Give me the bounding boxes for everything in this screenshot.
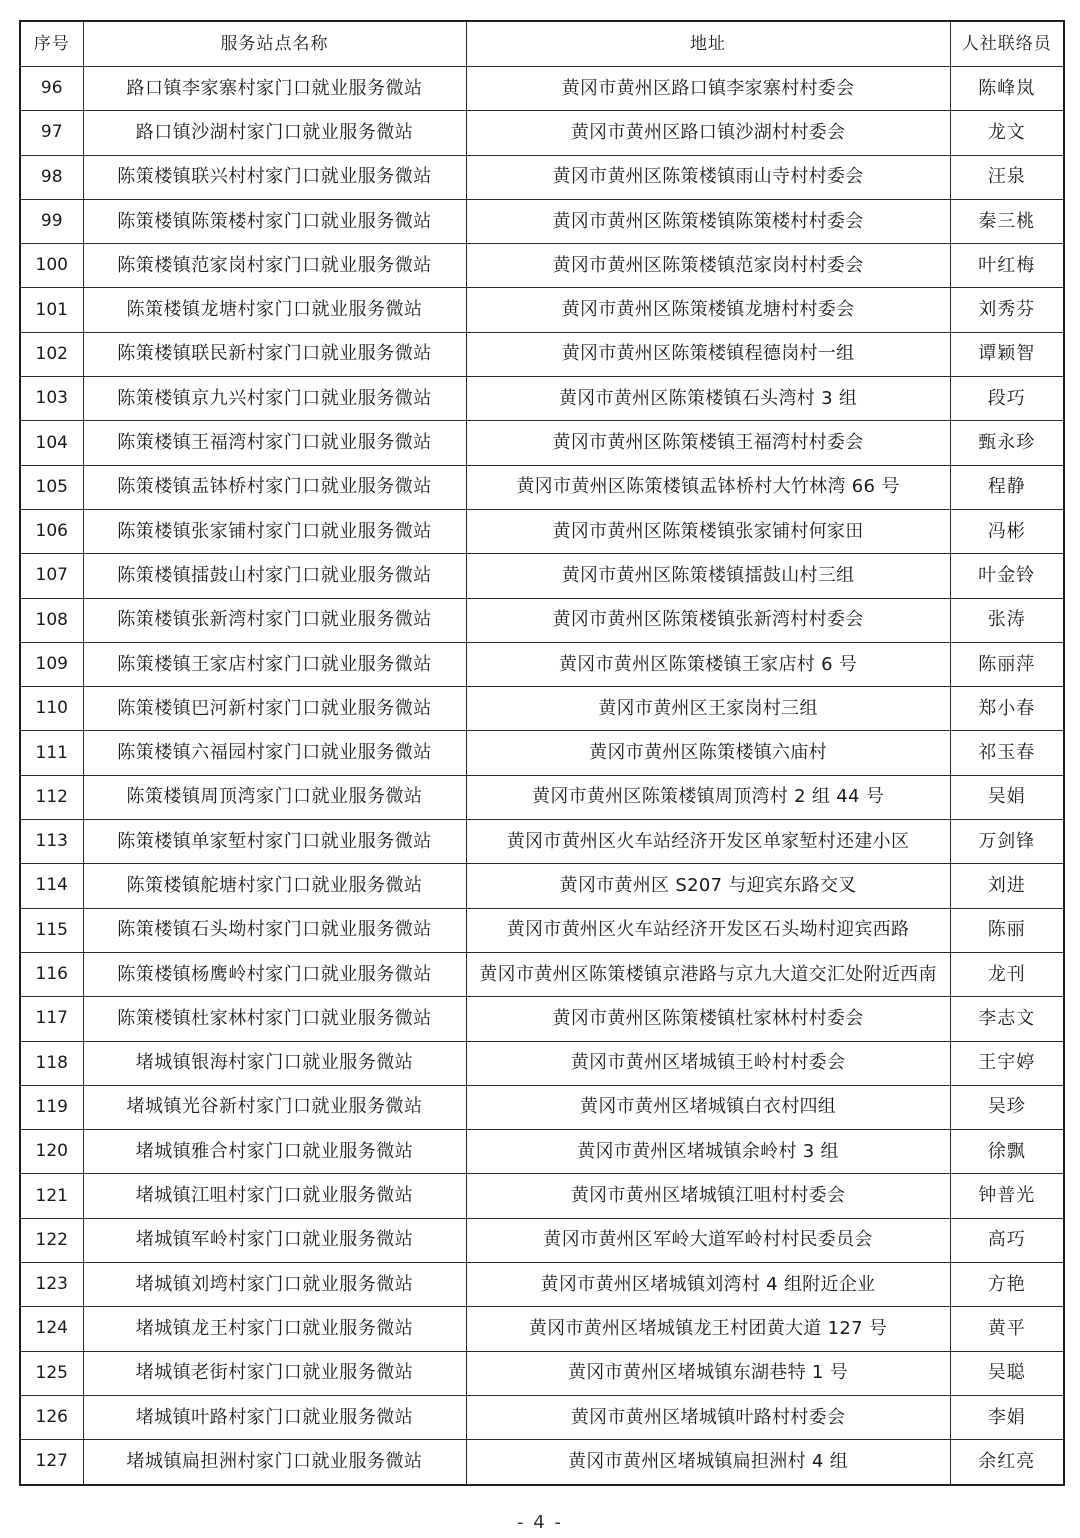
contact-person-cell: 祁玉春	[950, 731, 1064, 775]
station-name-cell: 堵城镇刘塆村家门口就业服务微站	[83, 1263, 466, 1307]
serial-number-cell: 98	[20, 155, 83, 199]
serial-number-cell: 109	[20, 642, 83, 686]
table-row	[20, 1440, 1064, 1485]
station-name-cell: 陈策楼镇陈策楼村家门口就业服务微站	[83, 199, 466, 243]
address-cell: 黄冈市黄州区陈策楼镇王福湾村村委会	[466, 421, 950, 465]
station-name-cell: 堵城镇雅合村家门口就业服务微站	[83, 1130, 466, 1174]
table-row	[20, 687, 1064, 731]
table-row	[20, 642, 1064, 686]
contact-person-cell: 高巧	[950, 1218, 1064, 1262]
header-station-name: 服务站点名称	[83, 21, 466, 67]
serial-number-cell: 106	[20, 509, 83, 553]
contact-person-cell: 李娟	[950, 1395, 1064, 1439]
serial-number-cell: 99	[20, 199, 83, 243]
address-cell: 黄冈市黄州区陈策楼镇石头湾村 3 组	[466, 377, 950, 421]
serial-number-cell: 110	[20, 687, 83, 731]
table-row	[20, 820, 1064, 864]
contact-person-cell: 秦三桃	[950, 199, 1064, 243]
address-cell: 黄冈市黄州区堵城镇龙王村团黄大道 127 号	[466, 1307, 950, 1351]
contact-person-cell: 钟普光	[950, 1174, 1064, 1218]
table-row	[20, 952, 1064, 996]
table-row	[20, 1174, 1064, 1218]
contact-person-cell: 吴娟	[950, 775, 1064, 819]
table-row	[20, 1263, 1064, 1307]
table-row	[20, 1307, 1064, 1351]
station-name-cell: 陈策楼镇张家铺村家门口就业服务微站	[83, 509, 466, 553]
contact-person-cell: 张涛	[950, 598, 1064, 642]
contact-person-cell: 谭颖智	[950, 332, 1064, 376]
address-cell: 黄冈市黄州区火车站经济开发区单家堑村还建小区	[466, 820, 950, 864]
address-cell: 黄冈市黄州区陈策楼镇程德岗村一组	[466, 332, 950, 376]
station-name-cell: 堵城镇叶路村家门口就业服务微站	[83, 1395, 466, 1439]
serial-number-cell: 104	[20, 421, 83, 465]
serial-number-cell: 100	[20, 244, 83, 288]
address-cell: 黄冈市黄州区堵城镇东湖巷特 1 号	[466, 1351, 950, 1395]
header-address: 地址	[466, 21, 950, 67]
address-cell: 黄冈市黄州区军岭大道军岭村村民委员会	[466, 1218, 950, 1262]
serial-number-cell: 116	[20, 952, 83, 996]
address-cell: 黄冈市黄州区陈策楼镇杜家林村村委会	[466, 997, 950, 1041]
serial-number-cell: 105	[20, 465, 83, 509]
address-cell: 黄冈市黄州区陈策楼镇王家店村 6 号	[466, 642, 950, 686]
address-cell: 黄冈市黄州区堵城镇刘湾村 4 组附近企业	[466, 1263, 950, 1307]
contact-person-cell: 徐飘	[950, 1130, 1064, 1174]
address-cell: 黄冈市黄州区陈策楼镇盂钵桥村大竹林湾 66 号	[466, 465, 950, 509]
station-name-cell: 陈策楼镇联兴村村家门口就业服务微站	[83, 155, 466, 199]
station-name-cell: 堵城镇光谷新村家门口就业服务微站	[83, 1085, 466, 1129]
table-row	[20, 1395, 1064, 1439]
contact-person-cell: 吴珍	[950, 1085, 1064, 1129]
address-cell: 黄冈市黄州区陈策楼镇周顶湾村 2 组 44 号	[466, 775, 950, 819]
station-name-cell: 陈策楼镇舵塘村家门口就业服务微站	[83, 864, 466, 908]
serial-number-cell: 111	[20, 731, 83, 775]
station-name-cell: 陈策楼镇龙塘村家门口就业服务微站	[83, 288, 466, 332]
station-name-cell: 陈策楼镇周顶湾家门口就业服务微站	[83, 775, 466, 819]
contact-person-cell: 叶金铃	[950, 554, 1064, 598]
header-row	[20, 21, 1064, 67]
station-name-cell: 陈策楼镇巴河新村家门口就业服务微站	[83, 687, 466, 731]
serial-number-cell: 112	[20, 775, 83, 819]
table-row	[20, 1041, 1064, 1085]
station-name-cell: 陈策楼镇杨鹰岭村家门口就业服务微站	[83, 952, 466, 996]
table-row	[20, 1085, 1064, 1129]
stations-table	[19, 20, 1065, 1486]
station-name-cell: 堵城镇军岭村家门口就业服务微站	[83, 1218, 466, 1262]
serial-number-cell: 127	[20, 1440, 83, 1485]
table-header	[20, 21, 1064, 67]
address-cell: 黄冈市黄州区陈策楼镇擂鼓山村三组	[466, 554, 950, 598]
address-cell: 黄冈市黄州区堵城镇白衣村四组	[466, 1085, 950, 1129]
address-cell: 黄冈市黄州区陈策楼镇雨山寺村村委会	[466, 155, 950, 199]
contact-person-cell: 程静	[950, 465, 1064, 509]
station-name-cell: 陈策楼镇张新湾村家门口就业服务微站	[83, 598, 466, 642]
station-name-cell: 堵城镇扁担洲村家门口就业服务微站	[83, 1440, 466, 1485]
table-row	[20, 288, 1064, 332]
serial-number-cell: 117	[20, 997, 83, 1041]
serial-number-cell: 103	[20, 377, 83, 421]
station-name-cell: 陈策楼镇杜家林村家门口就业服务微站	[83, 997, 466, 1041]
table-row	[20, 598, 1064, 642]
table-row	[20, 377, 1064, 421]
address-cell: 黄冈市黄州区陈策楼镇龙塘村村委会	[466, 288, 950, 332]
address-cell: 黄冈市黄州区堵城镇余岭村 3 组	[466, 1130, 950, 1174]
contact-person-cell: 段巧	[950, 377, 1064, 421]
contact-person-cell: 余红亮	[950, 1440, 1064, 1485]
contact-person-cell: 冯彬	[950, 509, 1064, 553]
serial-number-cell: 125	[20, 1351, 83, 1395]
contact-person-cell: 龙文	[950, 111, 1064, 155]
station-name-cell: 陈策楼镇京九兴村家门口就业服务微站	[83, 377, 466, 421]
address-cell: 黄冈市黄州区陈策楼镇陈策楼村村委会	[466, 199, 950, 243]
contact-person-cell: 李志文	[950, 997, 1064, 1041]
table-row	[20, 67, 1064, 111]
serial-number-cell: 114	[20, 864, 83, 908]
table-row	[20, 332, 1064, 376]
table-row	[20, 1351, 1064, 1395]
serial-number-cell: 107	[20, 554, 83, 598]
table-row	[20, 554, 1064, 598]
serial-number-cell: 122	[20, 1218, 83, 1262]
page-number: - 4 -	[517, 1512, 563, 1533]
address-cell: 黄冈市黄州区王家岗村三组	[466, 687, 950, 731]
station-name-cell: 陈策楼镇六福园村家门口就业服务微站	[83, 731, 466, 775]
address-cell: 黄冈市黄州区堵城镇王岭村村委会	[466, 1041, 950, 1085]
serial-number-cell: 123	[20, 1263, 83, 1307]
table-row	[20, 509, 1064, 553]
contact-person-cell: 龙刊	[950, 952, 1064, 996]
serial-number-cell: 113	[20, 820, 83, 864]
table-row	[20, 155, 1064, 199]
contact-person-cell: 王宇婷	[950, 1041, 1064, 1085]
table-row	[20, 111, 1064, 155]
table-row	[20, 244, 1064, 288]
station-name-cell: 陈策楼镇王家店村家门口就业服务微站	[83, 642, 466, 686]
serial-number-cell: 119	[20, 1085, 83, 1129]
serial-number-cell: 120	[20, 1130, 83, 1174]
address-cell: 黄冈市黄州区路口镇沙湖村村委会	[466, 111, 950, 155]
address-cell: 黄冈市黄州区路口镇李家寨村村委会	[466, 67, 950, 111]
station-name-cell: 路口镇沙湖村家门口就业服务微站	[83, 111, 466, 155]
contact-person-cell: 刘秀芬	[950, 288, 1064, 332]
address-cell: 黄冈市黄州区堵城镇叶路村村委会	[466, 1395, 950, 1439]
station-name-cell: 堵城镇老街村家门口就业服务微站	[83, 1351, 466, 1395]
station-name-cell: 陈策楼镇联民新村家门口就业服务微站	[83, 332, 466, 376]
station-name-cell: 堵城镇龙王村家门口就业服务微站	[83, 1307, 466, 1351]
station-name-cell: 陈策楼镇擂鼓山村家门口就业服务微站	[83, 554, 466, 598]
address-cell: 黄冈市黄州区陈策楼镇范家岗村村委会	[466, 244, 950, 288]
serial-number-cell: 101	[20, 288, 83, 332]
serial-number-cell: 121	[20, 1174, 83, 1218]
contact-person-cell: 万剑锋	[950, 820, 1064, 864]
table-row	[20, 864, 1064, 908]
contact-person-cell: 陈峰岚	[950, 67, 1064, 111]
address-cell: 黄冈市黄州区堵城镇江咀村村委会	[466, 1174, 950, 1218]
table-body	[20, 67, 1064, 1485]
contact-person-cell: 叶红梅	[950, 244, 1064, 288]
station-name-cell: 陈策楼镇王福湾村家门口就业服务微站	[83, 421, 466, 465]
station-name-cell: 堵城镇江咀村家门口就业服务微站	[83, 1174, 466, 1218]
address-cell: 黄冈市黄州区火车站经济开发区石头坳村迎宾西路	[466, 908, 950, 952]
table-row	[20, 997, 1064, 1041]
header-serial-number: 序号	[20, 21, 83, 67]
table-row	[20, 1130, 1064, 1174]
station-name-cell: 陈策楼镇盂钵桥村家门口就业服务微站	[83, 465, 466, 509]
address-cell: 黄冈市黄州区陈策楼镇张家铺村何家田	[466, 509, 950, 553]
contact-person-cell: 陈丽	[950, 908, 1064, 952]
contact-person-cell: 吴聪	[950, 1351, 1064, 1395]
contact-person-cell: 汪泉	[950, 155, 1064, 199]
contact-person-cell: 刘进	[950, 864, 1064, 908]
table-row	[20, 199, 1064, 243]
contact-person-cell: 方艳	[950, 1263, 1064, 1307]
station-name-cell: 路口镇李家寨村家门口就业服务微站	[83, 67, 466, 111]
serial-number-cell: 96	[20, 67, 83, 111]
table-row	[20, 775, 1064, 819]
station-name-cell: 陈策楼镇范家岗村家门口就业服务微站	[83, 244, 466, 288]
serial-number-cell: 118	[20, 1041, 83, 1085]
serial-number-cell: 126	[20, 1395, 83, 1439]
address-cell: 黄冈市黄州区陈策楼镇京港路与京九大道交汇处附近西南	[466, 952, 950, 996]
address-cell: 黄冈市黄州区陈策楼镇张新湾村村委会	[466, 598, 950, 642]
station-name-cell: 陈策楼镇单家堑村家门口就业服务微站	[83, 820, 466, 864]
contact-person-cell: 郑小春	[950, 687, 1064, 731]
serial-number-cell: 108	[20, 598, 83, 642]
table-row	[20, 465, 1064, 509]
address-cell: 黄冈市黄州区 S207 与迎宾东路交叉	[466, 864, 950, 908]
serial-number-cell: 97	[20, 111, 83, 155]
station-name-cell: 陈策楼镇石头坳村家门口就业服务微站	[83, 908, 466, 952]
table-row	[20, 731, 1064, 775]
station-name-cell: 堵城镇银海村家门口就业服务微站	[83, 1041, 466, 1085]
address-cell: 黄冈市黄州区堵城镇扁担洲村 4 组	[466, 1440, 950, 1485]
table-row	[20, 908, 1064, 952]
contact-person-cell: 甄永珍	[950, 421, 1064, 465]
serial-number-cell: 115	[20, 908, 83, 952]
address-cell: 黄冈市黄州区陈策楼镇六庙村	[466, 731, 950, 775]
stations-sheet	[19, 20, 1063, 1486]
header-contact-person: 人社联络员	[950, 21, 1064, 67]
serial-number-cell: 124	[20, 1307, 83, 1351]
table-row	[20, 1218, 1064, 1262]
contact-person-cell: 黄平	[950, 1307, 1064, 1351]
serial-number-cell: 102	[20, 332, 83, 376]
contact-person-cell: 陈丽萍	[950, 642, 1064, 686]
table-row	[20, 421, 1064, 465]
